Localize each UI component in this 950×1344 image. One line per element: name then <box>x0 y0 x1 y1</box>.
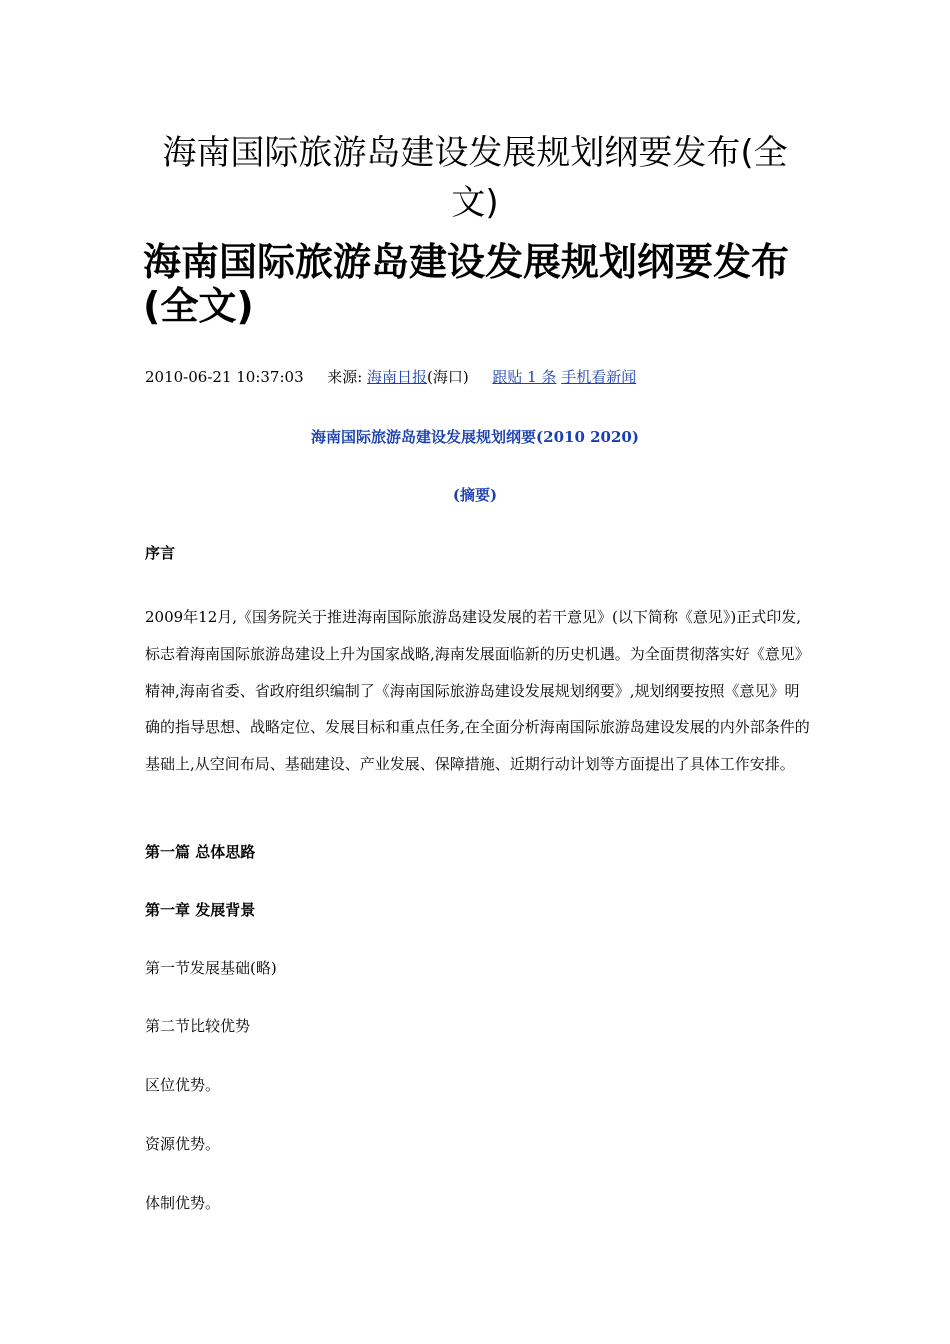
article-meta <box>145 366 805 388</box>
section-one-line: 第一节发展基础(略) <box>145 959 277 977</box>
document-title: 海南国际旅游岛建设发展规划纲要发布(全文) <box>162 133 788 223</box>
source-label: 来源: <box>327 368 363 386</box>
list-item: 体制优势。 <box>145 1194 221 1212</box>
chapter-one-heading: 第一章 发展背景 <box>145 901 256 919</box>
list-item: 资源优势。 <box>145 1135 221 1153</box>
article-title: 海南国际旅游岛建设发展规划纲要发布(全文) <box>143 240 790 328</box>
list-item: 区位优势。 <box>145 1076 221 1094</box>
publish-datetime: 2010-06-21 10:37:03 <box>145 368 304 386</box>
source-place: (海口) <box>427 368 469 386</box>
part-one-heading: 第一篇 总体思路 <box>145 843 256 861</box>
preface-heading: 序言 <box>145 544 176 562</box>
plan-subtitle: 海南国际旅游岛建设发展规划纲要(2010 2020) <box>311 428 639 446</box>
comments-link[interactable]: 跟贴 1 条 <box>492 368 557 386</box>
abstract-label: (摘要) <box>452 486 498 504</box>
section-two-line: 第二节比较优势 <box>145 1017 251 1035</box>
source-link[interactable]: 海南日报 <box>367 368 428 386</box>
preface-paragraph: 2009年12月,《国务院关于推进海南国际旅游岛建设发展的若干意见》(以下简称《意见》)正式印发,标志着海南国际旅游岛建设上升为国家战略,海南发展面临新的历史机遇。为全面贯彻落实好《意见》精神,海南省委、省政府组织编制了《海南国际旅游岛建设发展规划纲要》,规划纲要按照《意见》明确的指导思想、战略定位、发展目标和重点任务,在全面分析海南国际旅游岛建设发展的内外部条件的基础上,从空间布局、基础建设、产业发展、保障措施、近期行动计划等方面提出了具体工作安排。 <box>145 608 810 774</box>
mobile-news-link[interactable]: 手机看新闻 <box>561 368 637 386</box>
